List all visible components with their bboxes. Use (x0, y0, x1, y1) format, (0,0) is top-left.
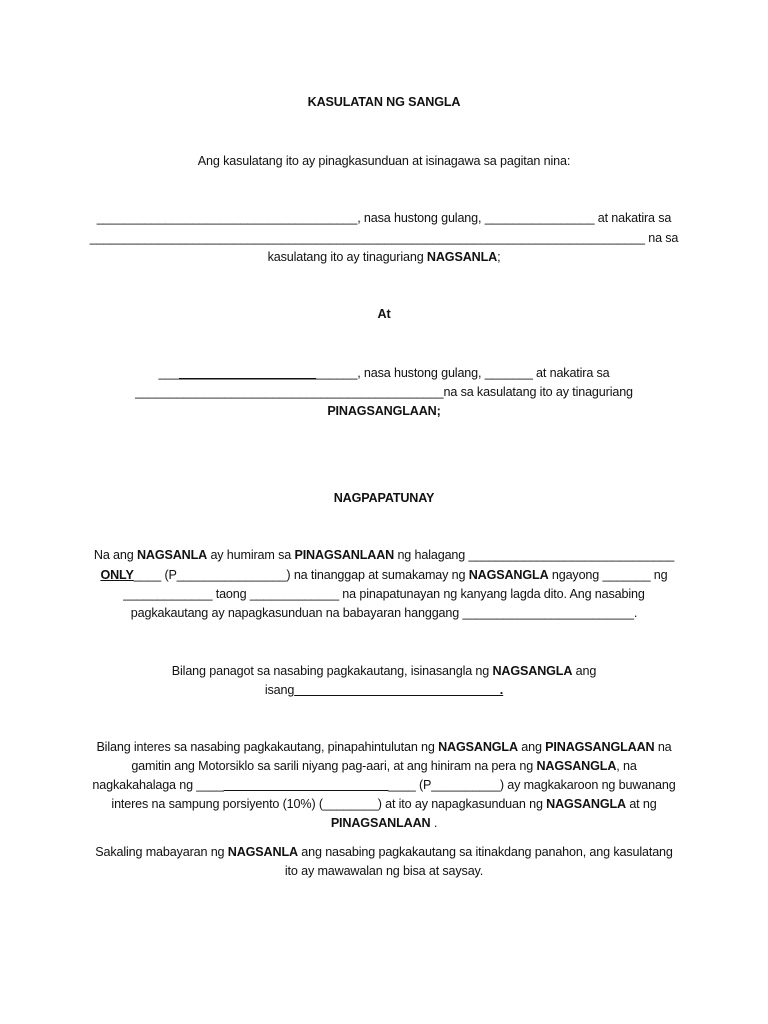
document-title: KASULATAN NG SANGLA (307, 95, 461, 109)
para4-line2: ito ay mawawalan ng bisa at saysay. (284, 864, 484, 878)
para3-line4: interes na sampung porsiyento (10%) (________) at ito ay napagkasunduan ng NAGSANGLA at ng (111, 797, 657, 811)
party1-line3: kasulatang ito ay tinaguriang NAGSANLA; (267, 250, 501, 264)
party1-line1: ______________________________________, nasa hustong gulang, ________________ at nakatira sa (96, 211, 672, 225)
para3-line2: gamitin ang Motorsiklo sa sarili niyang pag-aari, at ang hiniram na pera ng NAGSANGLA, na (131, 759, 637, 773)
para3-line1: Bilang interes sa nasabing pagkakautang, pinapahintulutan ng NAGSANGLA ang PINAGSANGLAAN na (96, 740, 672, 754)
para2-line2: isang______________________________. (264, 683, 504, 697)
party2-line3: PINAGSANGLAAN; (327, 404, 441, 418)
section-heading: NAGPAPATUNAY (333, 491, 435, 505)
para4-line1: Sakaling mabayaran ng NAGSANLA ang nasabing pagkakautang sa itinakdang panahon, ang kasulatang (95, 845, 673, 859)
para2-line1: Bilang panagot sa nasabing pagkakautang, isinasangla ng NAGSANGLA ang (171, 664, 597, 678)
party1-line2: _________________________________________________________________________________ na sa (89, 231, 679, 245)
party2-line1: _____________________________, nasa hustong gulang, _______ at nakatira sa (158, 366, 610, 380)
para3-line3: nagkakahalaga ng ________________________________ (P__________) ay magkakaroon ng buwanang (92, 778, 676, 792)
party2-line2: _____________________________________________na sa kasulatang ito ay tinaguriang (135, 385, 633, 399)
connector-at: At (377, 307, 391, 321)
para1-line2: ONLY____ (P________________) na tinanggap at sumakamay ng NAGSANGLA ngayong _______ ng (100, 568, 668, 582)
para1-line1: Na ang NAGSANLA ay humiram sa PINAGSANLAAN ng halagang ______________________________ (93, 548, 675, 562)
para3-line5: PINAGSANLAAN . (330, 816, 438, 830)
intro-text: Ang kasulatang ito ay pinagkasunduan at isinagawa sa pagitan nina: (197, 154, 571, 168)
para1-line4: pagkakautang ay napagkasunduan na babayaran hanggang _________________________. (130, 606, 638, 620)
para1-line3: _____________ taong _____________ na pinapatunayan ng kanyang lagda dito. Ang nasabing (123, 587, 645, 601)
